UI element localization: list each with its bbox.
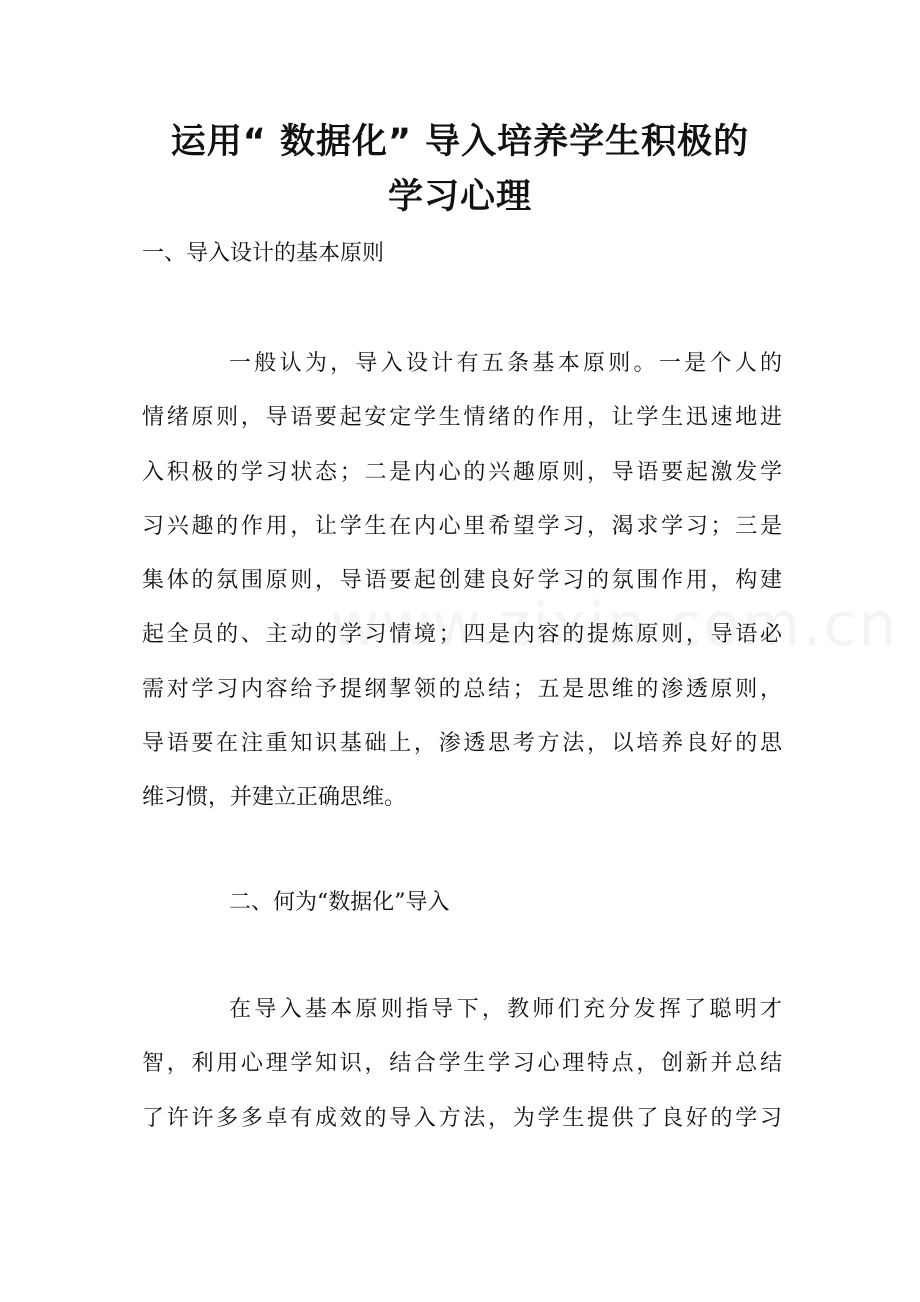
paragraph-line: 智，利用心理学知识，结合学生学习心理特点，创新并总结 [142, 1051, 782, 1077]
paragraph-line: 入积极的学习状态；二是内心的兴趣原则，导语要起激发学 [142, 459, 782, 485]
paragraph-line: 一般认为，导入设计有五条基本原则。一是个人的 [229, 351, 782, 376]
paragraph-line: 起全员的、主动的学习情境；四是内容的提炼原则，导语必 [142, 622, 782, 648]
paragraph-line: 维习惯，并建立正确思维。 [142, 785, 407, 811]
paragraph-line: 了许许多多卓有成效的导入方法，为学生提供了良好的学习 [142, 1105, 782, 1131]
paragraph-line: 导语要在注重知识基础上，渗透思考方法，以培养良好的思 [142, 731, 782, 757]
paragraph-line: 情绪原则，导语要起安定学生情绪的作用，让学生迅速地进 [142, 405, 782, 431]
paragraph-line: 需对学习内容给予提纲挈领的总结；五是思维的渗透原则， [142, 676, 782, 702]
paragraph-line: 集体的氛围原则，导语要起创建良好学习的氛围作用，构建 [142, 568, 782, 594]
section-1-heading: 一、导入设计的基本原则 [142, 241, 385, 266]
document-title-line-2: 学习心理 [387, 177, 532, 217]
section-2-heading: 二、何为“数据化”导入 [229, 890, 450, 915]
paragraph-line: 习兴趣的作用，让学生在内心里希望学习，渴求学习；三是 [142, 513, 782, 539]
section-2-paragraph [142, 983, 782, 1146]
section-1-paragraph [142, 337, 782, 826]
document-title-line-1: 运用“ 数据化” 导入培养学生积极的 [170, 122, 750, 162]
paragraph-line: 在导入基本原则指导下，教师们充分发挥了聪明才 [229, 997, 782, 1022]
